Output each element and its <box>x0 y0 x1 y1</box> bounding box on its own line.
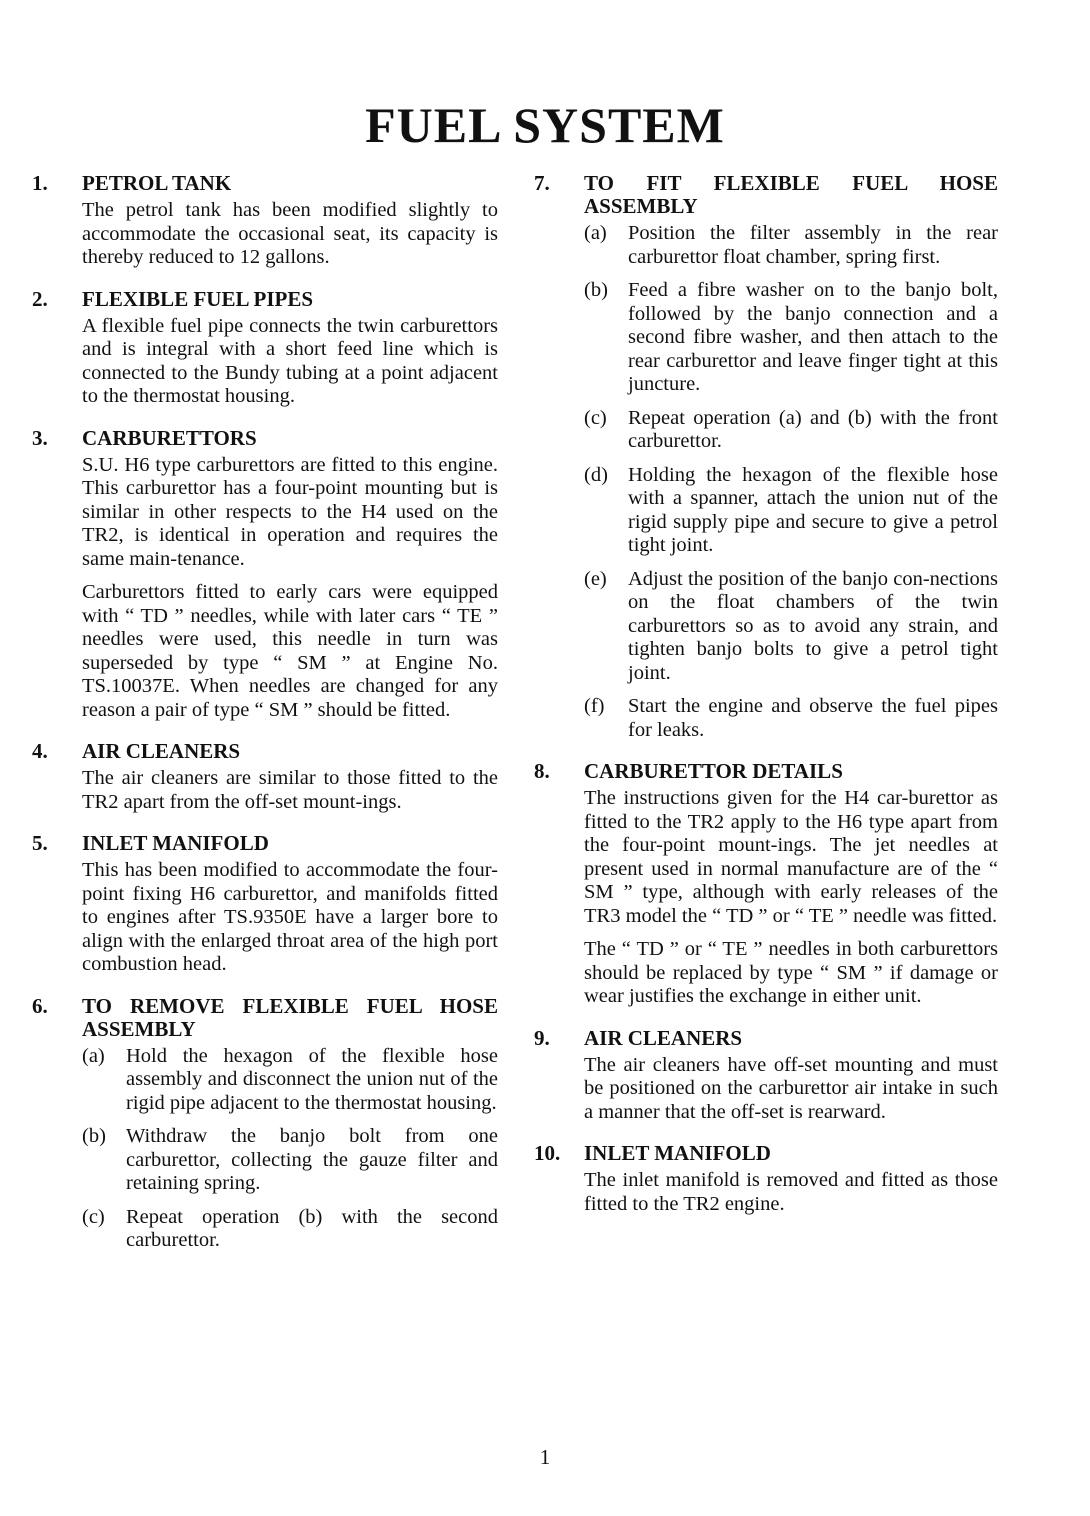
section <box>534 1025 998 1125</box>
section-number: 8. <box>534 759 550 783</box>
section-heading: AIR CLEANERS <box>584 1025 743 1050</box>
step-text: Position the filter assembly in the rear carburettor float chamber, spring first. <box>628 222 998 268</box>
step-label: (a) <box>82 1044 105 1067</box>
section-heading: TO FIT FLEXIBLE FUEL HOSE ASSEMBLY <box>584 171 998 218</box>
paragraph: The petrol tank has been modified slightly to accommodate the occasional seat, its capacity is thereby reduced to 12 gallons. <box>82 199 498 268</box>
section <box>534 759 998 1009</box>
step-item <box>82 1206 498 1253</box>
section-heading: AIR CLEANERS <box>82 739 241 763</box>
section-number: 10. <box>534 1141 561 1165</box>
paragraph: Carburettors fitted to early cars were equipped with “ TD ” needles, while with later cars “ TE ” needles were used, this needle in turn was superseded by type “ SM ” at Engine No. TS.10037E. When needles are changed for any reason a pair of type “ SM ” should be fitted. <box>82 581 498 721</box>
step-item <box>584 407 998 454</box>
step-item <box>82 1125 498 1196</box>
section-number: 5. <box>32 831 48 855</box>
paragraph: The instructions given for the H4 car-burettor as fitted to the TR2 apply to the H6 type apart from the four-point mount-ings. The jet needles at present used in normal manufacture are of the “ SM ” type, although with early releases of the TR3 model the “ TD ” or “ TE ” needle was fitted. <box>584 787 998 927</box>
section-heading: FLEXIBLE FUEL PIPES <box>82 286 314 311</box>
section-heading: INLET MANIFOLD <box>584 1141 771 1165</box>
section-heading: CARBURETTOR DETAILS <box>584 759 843 783</box>
step-label: (b) <box>82 1125 106 1147</box>
section-number: 6. <box>32 993 48 1018</box>
step-label: (d) <box>584 463 608 486</box>
section <box>534 171 998 742</box>
step-text: Adjust the position of the banjo con-nections on the float chambers of the twin carburettors so as to avoid any strain, and tighten banjo bolts to give a petrol tight joint. <box>628 567 998 684</box>
paragraph: A flexible fuel pipe connects the twin carburettors and is integral with a short feed line which is connected to the Bundy tubing at a point adjacent to the thermostat housing. <box>82 314 498 407</box>
page-title: FUEL SYSTEM <box>365 97 725 153</box>
section <box>32 739 498 814</box>
step-label: (e) <box>584 567 607 590</box>
section-number: 1. <box>32 171 48 195</box>
section-number: 2. <box>32 286 48 311</box>
step-text: Withdraw the banjo bolt from one carburettor, collecting the gauze filter and retaining spring. <box>126 1125 498 1194</box>
section-heading: PETROL TANK <box>82 171 232 195</box>
step-text: Repeat operation (a) and (b) with the front carburettor. <box>628 406 998 452</box>
step-text: Start the engine and observe the fuel pipes for leaks. <box>628 695 998 741</box>
page-number: 1 <box>539 1445 551 1469</box>
section-number: 7. <box>534 171 550 195</box>
step-item <box>82 1045 498 1116</box>
step-text: Feed a fibre washer on to the banjo bolt, followed by the banjo connection and a second fibre washer, and then attach to the rear carburettor and leave finger tight at this juncture. <box>628 279 998 395</box>
step-item <box>584 568 998 686</box>
section-number: 4. <box>32 739 48 763</box>
section-heading: CARBURETTORS <box>82 425 257 450</box>
paragraph: S.U. H6 type carburettors are fitted to this engine. This carburettor has a four-point mounting but is similar in other respects to the H4 used on the TR2, is identical in operation and requires the same main-tenance. <box>82 453 498 570</box>
paragraph: The inlet manifold is removed and fitted as those fitted to the TR2 engine. <box>584 1169 998 1215</box>
paragraph: The air cleaners are similar to those fitted to the TR2 apart from the off-set mount-ings. <box>82 767 498 813</box>
section <box>32 993 498 1253</box>
left-column <box>32 171 498 1271</box>
section <box>534 1141 998 1216</box>
section-heading: TO REMOVE FLEXIBLE FUEL HOSE ASSEMBLY <box>82 993 498 1041</box>
section-heading: INLET MANIFOLD <box>82 831 269 855</box>
paragraph: The air cleaners have off-set mounting and must be positioned on the carburettor air intake in such a manner that the off-set is rearward. <box>584 1053 998 1123</box>
section <box>32 286 498 409</box>
section <box>32 171 498 270</box>
step-item <box>584 222 998 269</box>
step-item <box>584 279 998 397</box>
step-text: Repeat operation (b) with the second carburettor. <box>126 1205 498 1251</box>
paragraph: This has been modified to accommodate the four-point fixing H6 carburettor, and manifolds fitted to engines after TS.9350E have a larger bore to align with the enlarged throat area of the high port combustion head. <box>82 859 498 975</box>
step-label: (f) <box>584 695 605 717</box>
section-number: 3. <box>32 425 48 450</box>
paragraph: The “ TD ” or “ TE ” needles in both carburettors should be replaced by type “ SM ” if damage or wear justifies the exchange in either unit. <box>584 938 998 1007</box>
step-label: (b) <box>584 279 608 301</box>
step-item <box>584 464 998 558</box>
step-text: Holding the hexagon of the flexible hose with a spanner, attach the union nut of the rigid supply pipe and secure to give a petrol tight joint. <box>628 463 998 556</box>
step-item <box>584 695 998 742</box>
step-label: (c) <box>584 406 607 429</box>
section-number: 9. <box>534 1025 550 1050</box>
step-label: (a) <box>584 222 607 244</box>
section <box>32 831 498 977</box>
step-label: (c) <box>82 1205 105 1228</box>
section <box>32 425 498 723</box>
right-column <box>534 171 998 1234</box>
step-text: Hold the hexagon of the flexible hose assembly and disconnect the union nut of the rigid pipe adjacent to the thermostat housing. <box>126 1044 498 1114</box>
